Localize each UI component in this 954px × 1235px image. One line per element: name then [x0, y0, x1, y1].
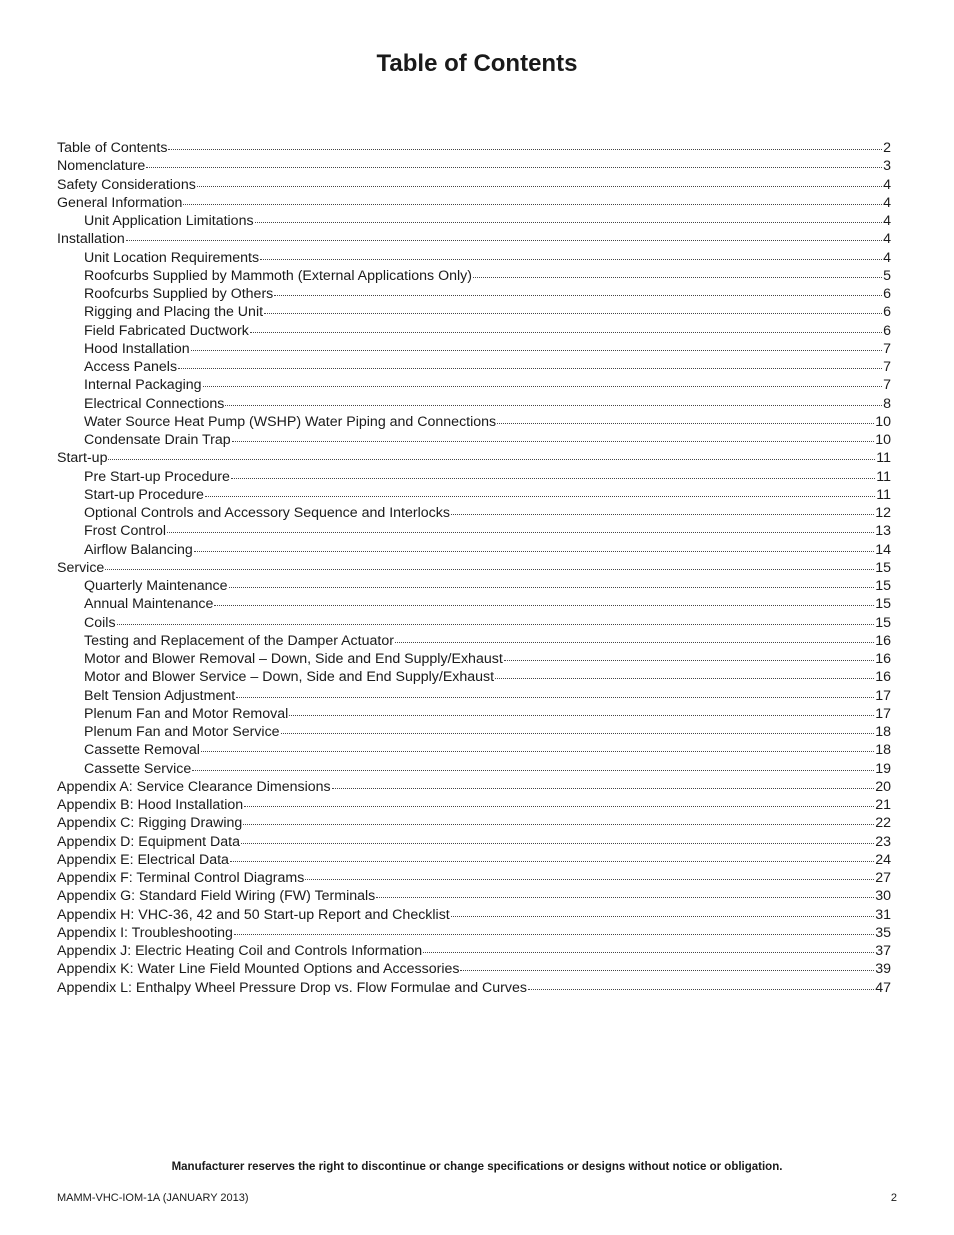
toc-entry[interactable] [57, 868, 891, 886]
toc-entry-page: 20 [875, 778, 891, 795]
toc-entry-label: Cassette Removal [84, 742, 200, 759]
toc-dot-leader [108, 448, 875, 462]
toc-entry-page: 39 [875, 961, 891, 978]
toc-entry-page: 16 [875, 651, 891, 667]
toc-dot-leader [451, 905, 874, 919]
toc-entry-page: 5 [883, 267, 891, 284]
toc-entry[interactable] [57, 467, 891, 485]
toc-entry[interactable] [57, 631, 891, 649]
toc-entry[interactable] [57, 722, 891, 740]
toc-entry-label: Nomenclature [57, 158, 146, 175]
toc-dot-leader [460, 959, 874, 973]
toc-entry-page: 17 [875, 687, 891, 704]
toc-entry-label: Airflow Balancing [84, 541, 193, 558]
toc-dot-leader [260, 248, 882, 262]
toc-dot-leader [232, 430, 875, 444]
toc-dot-leader [274, 284, 882, 298]
toc-entry-label: Appendix J: Electric Heating Coil and Controls Information [57, 943, 423, 959]
table-of-contents [57, 138, 891, 996]
toc-entry-label: Electrical Connections [84, 395, 225, 412]
toc-dot-leader [423, 941, 874, 955]
toc-entry-label: Appendix D: Equipment Data [57, 833, 240, 850]
toc-entry-page: 7 [883, 359, 891, 375]
toc-entry-label: Frost Control [84, 523, 166, 540]
page-number: 2 [890, 1192, 897, 1204]
toc-entry[interactable] [57, 138, 891, 156]
toc-entry[interactable] [57, 594, 891, 612]
toc-entry-label: Condensate Drain Trap [84, 432, 231, 448]
toc-entry-label: Safety Considerations [57, 176, 196, 193]
page-title: Table of Contents [376, 50, 578, 77]
toc-entry-page: 37 [875, 943, 891, 959]
toc-dot-leader [243, 813, 874, 827]
toc-dot-leader [495, 667, 874, 681]
toc-entry[interactable] [57, 248, 891, 266]
toc-dot-leader [234, 923, 874, 937]
toc-entry-label: Appendix F: Terminal Control Diagrams [57, 870, 305, 886]
toc-entry-page: 18 [875, 742, 891, 759]
toc-entry-page: 7 [883, 377, 891, 394]
toc-entry-label: Unit Application Limitations [84, 213, 254, 229]
toc-entry[interactable] [57, 540, 891, 558]
toc-entry-page: 18 [875, 724, 891, 740]
toc-entry-page: 22 [875, 815, 891, 832]
toc-entry-label: Table of Contents [57, 140, 168, 156]
toc-entry-page: 16 [875, 669, 891, 686]
toc-dot-leader [225, 394, 882, 408]
toc-entry[interactable] [57, 978, 891, 996]
toc-entry-label: Field Fabricated Ductwork [84, 322, 249, 339]
toc-entry-page: 19 [875, 760, 891, 777]
toc-entry[interactable] [57, 394, 891, 412]
toc-entry-page: 21 [875, 797, 891, 813]
toc-entry[interactable] [57, 813, 891, 831]
toc-dot-leader [117, 613, 875, 627]
toc-dot-leader [332, 777, 875, 791]
toc-entry-page: 30 [875, 888, 891, 905]
toc-entry-label: Appendix B: Hood Installation [57, 797, 244, 813]
toc-entry[interactable] [57, 777, 891, 795]
toc-dot-leader [264, 302, 882, 316]
toc-entry-label: Installation [57, 231, 125, 248]
toc-dot-leader [305, 868, 874, 882]
toc-entry-label: Plenum Fan and Motor Removal [84, 705, 289, 722]
toc-entry-label: Appendix L: Enthalpy Wheel Pressure Drop vs. Flow Formulae and Curves [57, 979, 527, 996]
toc-dot-leader [451, 503, 874, 517]
toc-entry-label: Plenum Fan and Motor Service [84, 724, 280, 740]
toc-entry-page: 23 [875, 833, 891, 850]
toc-dot-leader [126, 229, 882, 243]
toc-entry[interactable] [57, 357, 891, 375]
toc-entry-label: Rigging and Placing the Unit [84, 304, 264, 321]
toc-dot-leader [504, 649, 874, 663]
toc-entry[interactable] [57, 923, 891, 941]
toc-entry-label: Motor and Blower Service – Down, Side and End Supply/Exhaust [84, 669, 495, 686]
toc-entry[interactable] [57, 211, 891, 229]
toc-entry[interactable] [57, 156, 891, 174]
toc-entry[interactable] [57, 175, 891, 193]
toc-dot-leader [194, 540, 874, 554]
toc-entry-page: 47 [875, 979, 891, 996]
toc-entry-label: Start-up [57, 450, 108, 467]
toc-entry-page: 11 [876, 468, 891, 485]
toc-entry[interactable] [57, 521, 891, 539]
toc-entry-page: 4 [883, 249, 891, 266]
toc-entry[interactable] [57, 229, 891, 247]
toc-entry-page: 15 [875, 578, 891, 594]
toc-entry[interactable] [57, 485, 891, 503]
toc-entry[interactable] [57, 941, 891, 959]
toc-entry-page: 10 [875, 413, 891, 430]
toc-entry-label: Optional Controls and Accessory Sequence and Interlocks [84, 505, 450, 521]
toc-entry[interactable] [57, 832, 891, 850]
toc-entry[interactable] [57, 430, 891, 448]
toc-entry[interactable] [57, 649, 891, 667]
toc-entry[interactable] [57, 850, 891, 868]
toc-entry-page: 6 [883, 322, 891, 339]
toc-dot-leader [183, 193, 882, 207]
toc-entry[interactable] [57, 375, 891, 393]
toc-entry-label: Testing and Replacement of the Damper Actuator [84, 632, 394, 649]
toc-dot-leader [167, 521, 874, 535]
toc-entry-label: Appendix H: VHC-36, 42 and 50 Start-up Report and Checklist [57, 906, 450, 923]
toc-entry-page: 35 [875, 924, 891, 941]
toc-entry[interactable] [57, 412, 891, 430]
toc-dot-leader [241, 832, 874, 846]
toc-entry-page: 15 [875, 596, 891, 613]
toc-entry[interactable] [57, 302, 891, 320]
toc-entry[interactable] [57, 667, 891, 685]
toc-entry-label: Cassette Service [84, 760, 192, 777]
toc-dot-leader [281, 722, 875, 736]
toc-entry-page: 4 [883, 194, 891, 211]
toc-entry[interactable] [57, 284, 891, 302]
toc-entry-label: Roofcurbs Supplied by Others [84, 286, 274, 302]
toc-entry-page: 6 [883, 304, 891, 321]
toc-entry-page: 4 [883, 213, 891, 229]
document-code: MAMM-VHC-IOM-1A (JANUARY 2013) [57, 1192, 249, 1204]
toc-entry-label: Pre Start-up Procedure [84, 468, 230, 485]
toc-entry-page: 17 [875, 705, 891, 722]
toc-entry-page: 15 [875, 559, 891, 576]
toc-dot-leader [244, 795, 874, 809]
toc-dot-leader [197, 175, 882, 189]
toc-entry-page: 8 [883, 395, 891, 412]
toc-entry[interactable] [57, 886, 891, 904]
toc-entry-page: 4 [883, 176, 891, 193]
toc-entry-label: Appendix G: Standard Field Wiring (FW) Terminals [57, 888, 376, 905]
toc-entry[interactable] [57, 266, 891, 284]
toc-entry-page: 11 [876, 486, 891, 503]
toc-dot-leader [255, 211, 883, 225]
toc-entry-page: 4 [883, 231, 891, 248]
toc-dot-leader [178, 357, 882, 371]
toc-entry[interactable] [57, 686, 891, 704]
toc-dot-leader [168, 138, 882, 152]
toc-entry-label: Motor and Blower Removal – Down, Side and End Supply/Exhaust [84, 651, 503, 667]
toc-dot-leader [497, 412, 874, 426]
toc-dot-leader [376, 886, 874, 900]
toc-dot-leader [146, 156, 882, 170]
toc-entry-label: Annual Maintenance [84, 596, 214, 613]
toc-entry-page: 14 [875, 541, 891, 558]
toc-entry-label: Appendix I: Troubleshooting [57, 924, 233, 941]
toc-entry-label: Coils [84, 614, 116, 631]
toc-entry-label: Appendix C: Rigging Drawing [57, 815, 243, 832]
toc-entry-label: Internal Packaging [84, 377, 202, 394]
toc-entry-page: 2 [883, 140, 891, 156]
toc-entry-page: 7 [883, 340, 891, 357]
toc-entry-page: 31 [875, 906, 891, 923]
toc-entry-label: Unit Location Requirements [84, 249, 260, 266]
toc-entry-label: General Information [57, 194, 183, 211]
toc-entry[interactable] [57, 339, 891, 357]
toc-dot-leader [289, 704, 874, 718]
toc-dot-leader [205, 485, 875, 499]
toc-entry-page: 27 [875, 870, 891, 886]
toc-entry-page: 3 [883, 158, 891, 175]
toc-entry-label: Access Panels [84, 359, 178, 375]
toc-entry-label: Belt Tension Adjustment [84, 687, 236, 704]
toc-entry[interactable] [57, 613, 891, 631]
toc-entry-page: 15 [875, 614, 891, 631]
toc-dot-leader [214, 594, 874, 608]
toc-dot-leader [230, 850, 874, 864]
toc-dot-leader [203, 375, 883, 389]
toc-entry[interactable] [57, 905, 891, 923]
toc-entry[interactable] [57, 576, 891, 594]
toc-entry-label: Hood Installation [84, 340, 190, 357]
toc-dot-leader [528, 978, 874, 992]
toc-entry[interactable] [57, 759, 891, 777]
toc-entry-label: Start-up Procedure [84, 486, 204, 503]
toc-entry-label: Appendix K: Water Line Field Mounted Options and Accessories [57, 961, 460, 978]
toc-entry-page: 6 [883, 286, 891, 302]
toc-entry[interactable] [57, 704, 891, 722]
toc-dot-leader [229, 576, 875, 590]
toc-entry[interactable] [57, 795, 891, 813]
toc-entry[interactable] [57, 959, 891, 977]
toc-dot-leader [105, 558, 874, 572]
toc-dot-leader [192, 759, 874, 773]
toc-entry-page: 10 [875, 432, 891, 448]
toc-entry-label: Service [57, 559, 105, 576]
toc-dot-leader [201, 740, 874, 754]
toc-entry[interactable] [57, 321, 891, 339]
toc-dot-leader [250, 321, 882, 335]
toc-dot-leader [473, 266, 882, 280]
toc-entry[interactable] [57, 503, 891, 521]
toc-entry[interactable] [57, 448, 891, 466]
toc-dot-leader [395, 631, 874, 645]
toc-dot-leader [191, 339, 882, 353]
toc-entry[interactable] [57, 740, 891, 758]
toc-entry-label: Quarterly Maintenance [84, 578, 228, 594]
toc-entry-label: Appendix A: Service Clearance Dimensions [57, 778, 331, 795]
footer-disclaimer: Manufacturer reserves the right to discontinue or change specifications or designs without notice or obligation. [171, 1161, 783, 1173]
toc-entry-page: 13 [875, 523, 891, 540]
toc-dot-leader [236, 686, 874, 700]
toc-entry[interactable] [57, 558, 891, 576]
toc-dot-leader [231, 467, 875, 481]
toc-entry-page: 24 [875, 851, 891, 868]
toc-entry-label: Water Source Heat Pump (WSHP) Water Piping and Connections [84, 413, 497, 430]
toc-entry[interactable] [57, 193, 891, 211]
toc-entry-page: 16 [875, 632, 891, 649]
toc-entry-page: 12 [875, 505, 891, 521]
toc-entry-page: 11 [876, 450, 891, 467]
toc-entry-label: Appendix E: Electrical Data [57, 851, 229, 868]
toc-entry-label: Roofcurbs Supplied by Mammoth (External Applications Only) [84, 267, 472, 284]
